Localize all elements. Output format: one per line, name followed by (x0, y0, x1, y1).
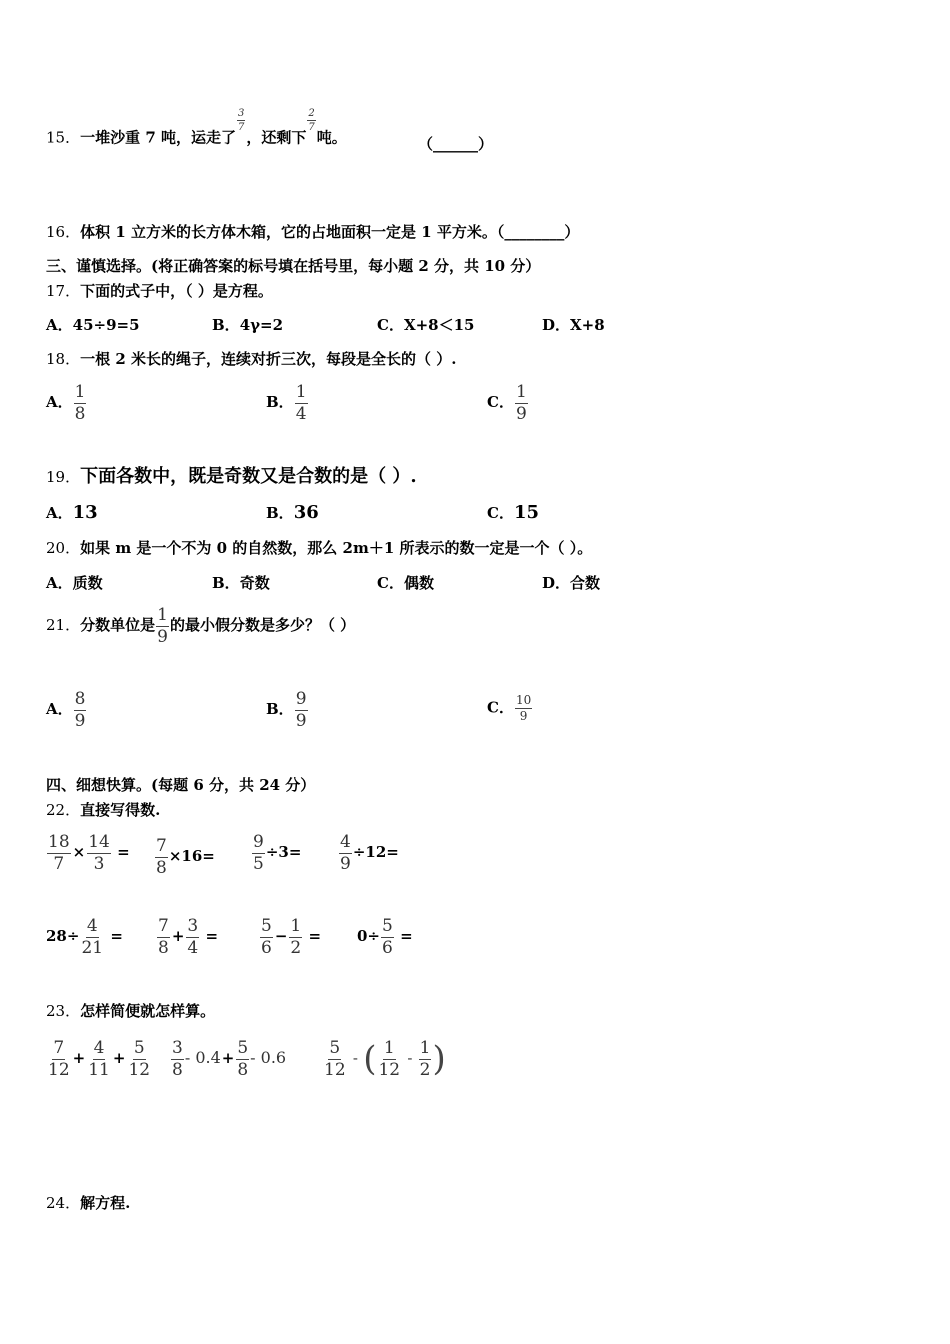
fraction: $\frac{9}{9}$ (295, 689, 307, 731)
q21-option-a[interactable]: A． $\frac{8}{9}$ (46, 689, 86, 731)
q21 (46, 606, 355, 646)
q21-text-2: 的最小假分数是多少？（ ） (169, 616, 356, 635)
q20-text: 如果 m 是一个不为 0 的自然数，那么 2m＋1 所表示的数一定是一个（ ）。 (80, 539, 593, 557)
q22-text: 直接写得数. (80, 801, 161, 819)
calc-expression: $\frac{4}{9}$ ÷12= (340, 832, 399, 874)
fraction: $\frac{2}{7}$ (308, 108, 315, 133)
q15-text-3: 吨。 (316, 128, 347, 147)
q19-option-c[interactable]: C．15 (487, 502, 540, 523)
q16 (46, 222, 579, 242)
q23-text: 怎样简便就怎样算。 (80, 1002, 216, 1020)
question-number: 23． (46, 1002, 81, 1020)
q15 (46, 108, 347, 151)
q17 (46, 281, 273, 301)
calc-expression: $\frac{9}{5}$ ÷3= (253, 832, 302, 874)
calc-expression: $\frac{5}{6}$ − $\frac{1}{2}$ = (261, 916, 322, 958)
q22 (46, 800, 160, 820)
calc-expression: $\frac{7}{8}$ + $\frac{3}{4}$ = (158, 916, 219, 958)
q24-text: 解方程. (80, 1194, 131, 1212)
question-number: 16． (46, 223, 81, 241)
calc-expression: 28÷ $\frac{4}{21}$ = (46, 916, 123, 958)
q19 (46, 467, 417, 487)
question-number: 20． (46, 539, 81, 557)
q19-option-a[interactable]: A．13 (46, 502, 98, 523)
fraction: $\frac{1}{9}$ (515, 382, 527, 424)
fraction: $\frac{1}{8}$ (74, 382, 86, 424)
calc-expression: $\frac{7}{8}$ ×16= (156, 836, 215, 878)
q24 (46, 1193, 130, 1213)
q20-option-d[interactable]: D．合数 (542, 574, 601, 592)
q17-option-a[interactable]: A．45÷9=5 (46, 316, 140, 334)
q18 (46, 349, 456, 369)
fraction: $\frac{1}{4}$ (295, 382, 307, 424)
fraction: $\frac{8}{9}$ (74, 689, 86, 731)
q15-text-2: ，还剩下 (246, 128, 307, 147)
q21-option-b[interactable]: B． $\frac{9}{9}$ (266, 689, 307, 731)
question-number: 21． (46, 616, 81, 635)
q18-option-b[interactable]: B． $\frac{1}{4}$ (266, 382, 307, 424)
calc-expression: $\frac{7}{12}$ + $\frac{4}{11}$ + $\frac{5}{12}$ (48, 1038, 151, 1080)
question-number: 19． (46, 468, 81, 486)
q23 (46, 1001, 215, 1021)
section-title: 三、谨慎选择。(将正确答案的标号填在括号里，每小题 2 分，共 10 分） (46, 257, 541, 275)
calc-expression: $\frac{3}{8}$ - 0.4+ $\frac{5}{8}$ - 0.6 (172, 1038, 287, 1080)
q17-text: 下面的式子中，（ ）是方程。 (80, 282, 273, 300)
q17-option-d[interactable]: D．X+8 (542, 316, 605, 334)
fraction: $\frac{3}{7}$ (237, 108, 245, 133)
q20-option-b[interactable]: B．奇数 (212, 574, 270, 592)
question-number: 17． (46, 282, 81, 300)
question-number: 15． (46, 128, 81, 147)
q19-option-b[interactable]: B．36 (266, 502, 319, 523)
question-number: 18． (46, 350, 81, 368)
fraction: $\frac{10}{9}$ (515, 693, 532, 724)
q15-answer-blank[interactable]: （______） (418, 135, 494, 153)
q20-option-a[interactable]: A．质数 (46, 574, 103, 592)
q20-option-c[interactable]: C．偶数 (377, 574, 434, 592)
q19-text: 下面各数中，既是奇数又是合数的是（ ）. (80, 466, 417, 487)
section-title: 四、细想快算。(每题 6 分，共 24 分） (46, 776, 316, 794)
calc-expression: $\frac{18}{7}$ × $\frac{14}{3}$ = (48, 832, 130, 874)
calc-expression: 0÷ $\frac{5}{6}$ = (357, 916, 413, 958)
question-number: 24． (46, 1194, 81, 1212)
q20 (46, 538, 592, 558)
q17-option-c[interactable]: C．X+8＜15 (377, 316, 475, 334)
q21-option-c[interactable]: C． $\frac{10}{9}$ (487, 693, 532, 724)
q15-text-1: 一堆沙重 7 吨，运走了 (80, 128, 236, 147)
q18-text: 一根 2 米长的绳子，连续对折三次，每段是全长的（ ）. (80, 350, 457, 368)
q21-text-1: 分数单位是 (80, 616, 156, 635)
q17-option-b[interactable]: B．4γ=2 (212, 316, 284, 334)
q16-text[interactable]: 体积 1 立方米的长方体木箱，它的占地面积一定是 1 平方米。（________） (80, 223, 580, 241)
calc-expression: $\frac{5}{12}$ - ( $\frac{1}{12}$ - $\frac{1}{2}$ ) (324, 1038, 446, 1080)
q18-option-c[interactable]: C． $\frac{1}{9}$ (487, 382, 527, 424)
fraction: $\frac{1}{9}$ (157, 605, 168, 647)
q18-option-a[interactable]: A． $\frac{1}{8}$ (46, 382, 86, 424)
question-number: 22． (46, 801, 81, 819)
